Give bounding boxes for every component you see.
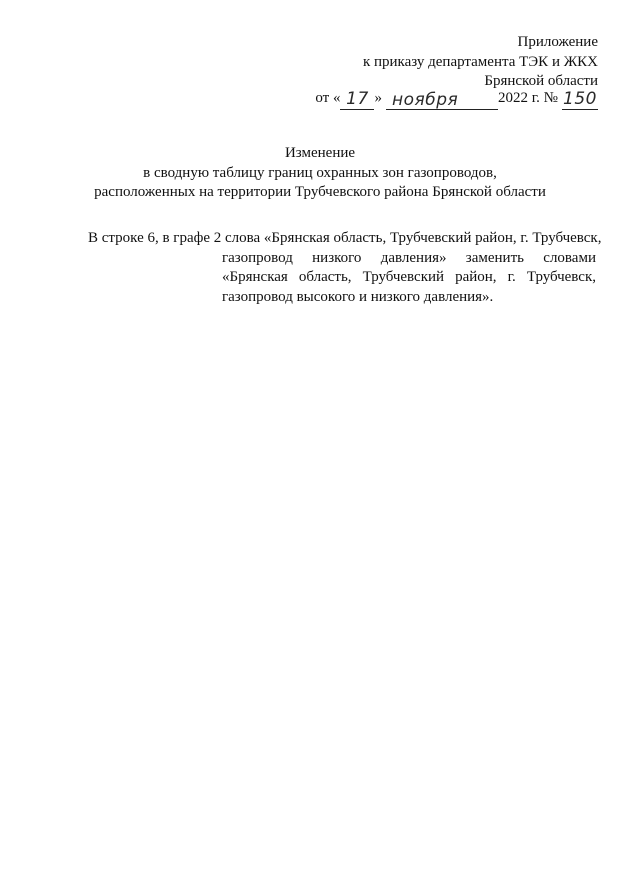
body-line-4: газопровод высокого и низкого давления». bbox=[222, 288, 494, 305]
body-line-1: В строке 6, в графе 2 слова «Брянская область, Трубчевский район, г. Трубчевск, bbox=[88, 230, 602, 246]
approval-heading: Приложение bbox=[517, 34, 598, 50]
body-line-2: газопровод низкого давления» заменить словами bbox=[222, 249, 596, 266]
title-line-1: Изменение bbox=[284, 145, 356, 161]
order-number-handwritten: 150 bbox=[563, 89, 597, 109]
title-line-3: расположенных на территории Трубчевского района Брянской области bbox=[94, 184, 546, 200]
approval-order-ref: к приказу департамента ТЭК и ЖКХ bbox=[362, 53, 598, 70]
date-month-handwritten: ноября bbox=[386, 91, 498, 110]
order-date-line bbox=[315, 86, 598, 110]
document-title bbox=[0, 144, 640, 203]
approval-region: Брянской области bbox=[484, 73, 598, 89]
title-line-2: в сводную таблицу границ охранных зон газопроводов, bbox=[143, 164, 497, 181]
date-year-label: 2022 г. № bbox=[497, 90, 558, 106]
body-line-3: «Брянская область, Трубчевский район, г. Трубчевск, bbox=[222, 269, 596, 285]
date-prefix: от « bbox=[315, 90, 341, 106]
body-paragraph bbox=[222, 249, 596, 308]
date-day-handwritten: 17 bbox=[340, 90, 374, 110]
date-quote-close: » bbox=[374, 90, 382, 106]
approval-block bbox=[363, 33, 598, 92]
